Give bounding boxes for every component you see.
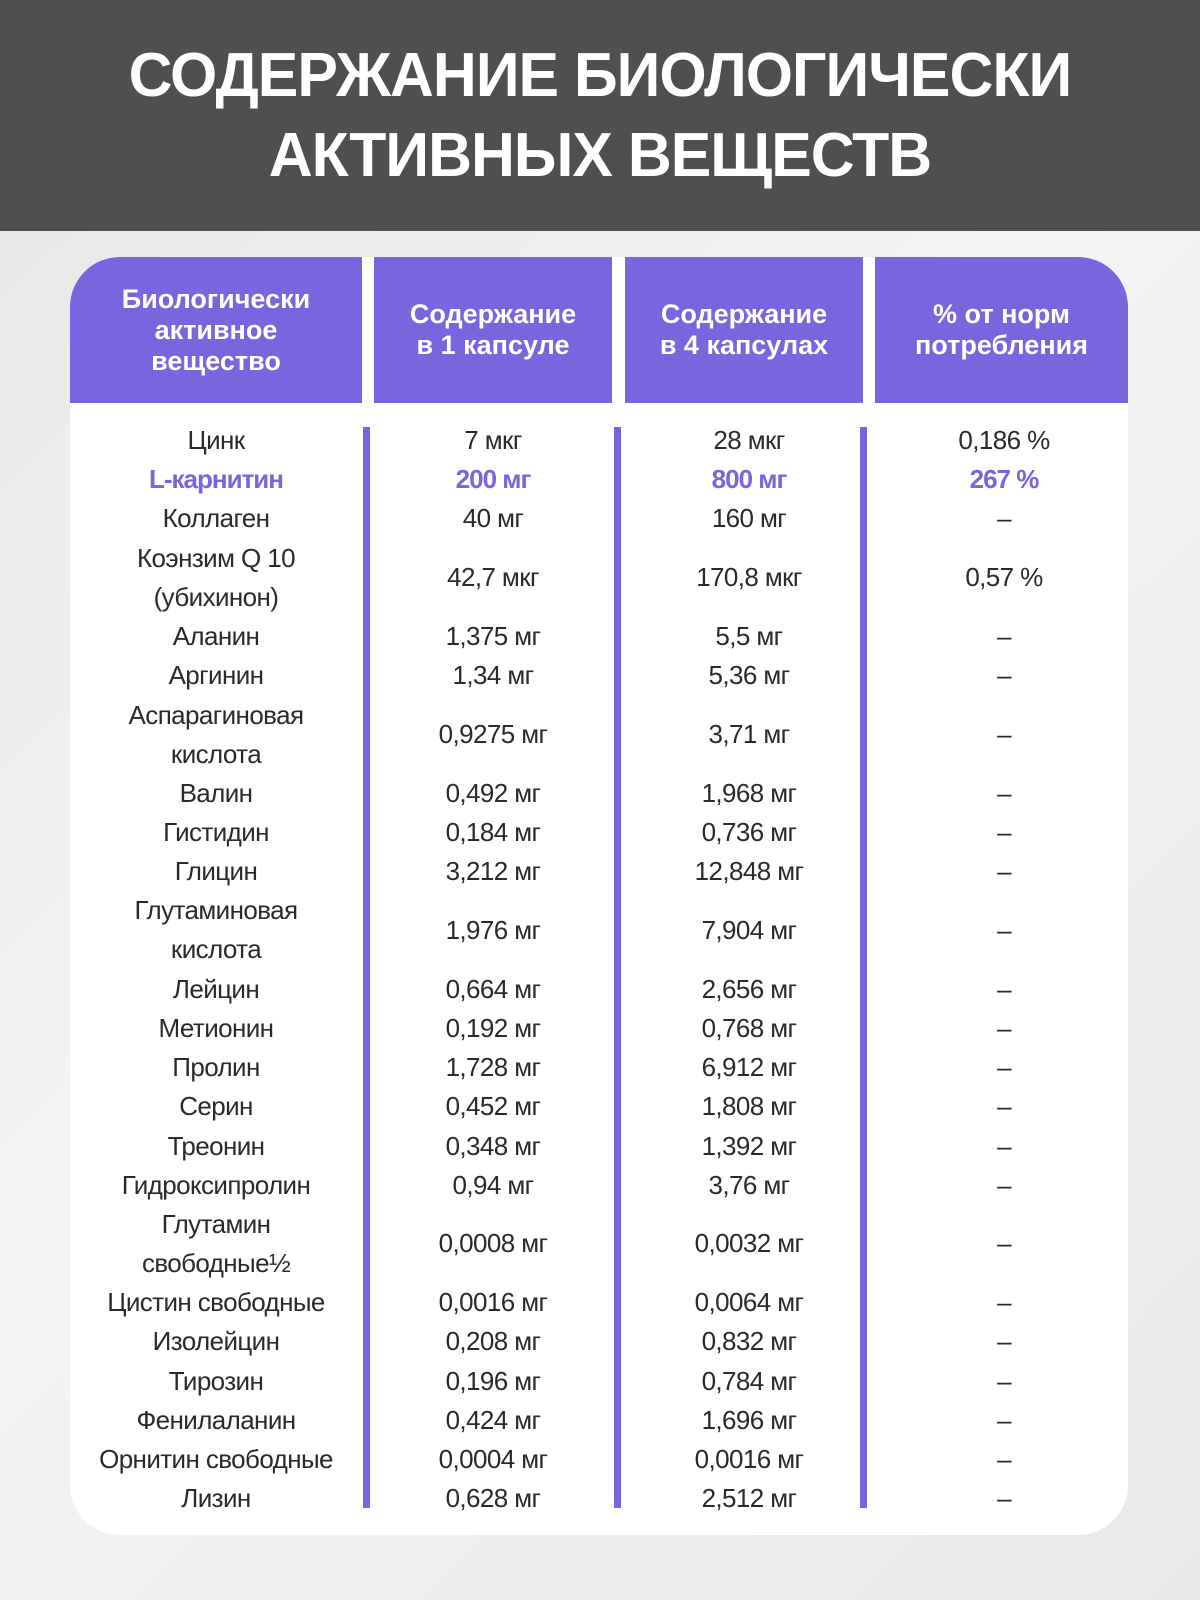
header-substance-line: активное (154, 314, 278, 345)
table-row (70, 970, 1128, 1009)
amount-per-4-capsules: 0,784 мг (701, 1365, 797, 1396)
header-per-1-line: Содержание (409, 299, 577, 329)
substance-name-line: Валин (179, 777, 253, 808)
substance-name (70, 813, 362, 852)
substance-name (70, 696, 362, 774)
header-substance-line: Биологически (121, 283, 311, 314)
substance-name-line: Пролин (172, 1052, 260, 1083)
table-row (70, 1087, 1128, 1126)
table-row (70, 1126, 1128, 1165)
amount-per-1-capsule: 0,424 мг (445, 1404, 541, 1435)
substance-name-line: Лейцин (172, 973, 260, 1004)
percent-of-norm: – (997, 1228, 1011, 1259)
header-per-4-line: в 4 капсулах (659, 330, 829, 360)
percent-of-norm: – (997, 719, 1011, 750)
table-row (70, 1048, 1128, 1087)
substance-name-line: Изолейцин (152, 1326, 280, 1357)
percent-of-norm: – (997, 1287, 1011, 1318)
table-row (70, 460, 1128, 499)
title-band (0, 0, 1200, 231)
amount-per-4-capsules: 1,696 мг (701, 1404, 797, 1435)
substance-name-line: Треонин (167, 1130, 265, 1161)
substance-name-line: Цинк (187, 425, 245, 456)
table-row (70, 539, 1128, 617)
amount-per-4-capsules: 2,512 мг (701, 1483, 797, 1514)
amount-per-4-capsules: 5,36 мг (708, 660, 790, 691)
percent-of-norm: – (997, 1130, 1011, 1161)
substance-name (70, 1087, 362, 1126)
substance-name-line: Цистин свободные (107, 1287, 325, 1318)
amount-per-1-capsule: 0,0008 мг (438, 1228, 548, 1259)
table-row (70, 813, 1128, 852)
percent-of-norm: – (997, 777, 1011, 808)
amount-per-1-capsule: 1,34 мг (452, 660, 534, 691)
substance-name-line: Гистидин (163, 817, 269, 847)
table-row (70, 1166, 1128, 1205)
percent-of-norm: – (997, 1404, 1011, 1435)
percent-of-norm: – (997, 1052, 1011, 1083)
header-per-1-line: в 1 капсуле (416, 330, 570, 360)
substance-name (70, 460, 362, 499)
percent-of-norm: – (997, 1365, 1011, 1396)
percent-of-norm: – (997, 1326, 1011, 1357)
substance-name (70, 617, 362, 656)
percent-of-norm: – (997, 817, 1011, 847)
substance-name-line: Фенилаланин (136, 1404, 296, 1435)
table-row (70, 1322, 1128, 1361)
substance-name (70, 774, 362, 813)
amount-per-1-capsule: 0,492 мг (445, 777, 541, 808)
table-row (70, 421, 1128, 460)
amount-per-4-capsules: 0,0016 мг (694, 1444, 804, 1475)
percent-of-norm: – (997, 1091, 1011, 1122)
substance-name-line: Орнитин свободные (99, 1444, 333, 1475)
amount-per-4-capsules: 1,392 мг (701, 1130, 797, 1161)
amount-per-4-capsules: 12,848 мг (694, 856, 804, 887)
percent-of-norm: – (997, 660, 1011, 691)
substance-name-line: Глицин (174, 856, 258, 887)
amount-per-4-capsules: 1,968 мг (701, 777, 797, 808)
table-row (70, 499, 1128, 538)
substance-name (70, 852, 362, 891)
amount-per-4-capsules: 6,912 мг (701, 1052, 797, 1083)
substance-name-line: Серин (179, 1091, 253, 1122)
substance-name-line: Гидроксипролин (121, 1169, 311, 1200)
amount-per-1-capsule: 0,628 мг (445, 1483, 541, 1514)
amount-per-4-capsules: 0,736 мг (701, 817, 797, 847)
amount-per-4-capsules: 7,904 мг (701, 914, 797, 945)
table-row (70, 1362, 1128, 1401)
header-per-1-capsule (374, 257, 612, 403)
amount-per-4-capsules: 170,8 мкг (696, 562, 802, 593)
substance-name-line: Коэнзим Q 10 (137, 542, 295, 573)
amount-per-4-capsules: 5,5 мг (715, 621, 783, 652)
amount-per-1-capsule: 0,192 мг (445, 1012, 541, 1043)
substance-name (70, 1283, 362, 1322)
substance-name (70, 1401, 362, 1440)
substance-name-line: свободные½ (141, 1247, 291, 1278)
substance-name-line: Аспарагиновая (128, 699, 304, 730)
percent-of-norm: 267 % (969, 464, 1039, 495)
page-title-line-2: АКТИВНЫХ ВЕЩЕСТВ (268, 120, 932, 190)
header-percent-line: % от норм (933, 299, 1070, 329)
substance-name (70, 1166, 362, 1205)
table-row (70, 1009, 1128, 1048)
header-per-4-capsules (625, 257, 863, 403)
percent-of-norm: – (997, 1169, 1011, 1200)
table-row (70, 656, 1128, 695)
amount-per-1-capsule: 1,375 мг (445, 621, 541, 652)
percent-of-norm: – (997, 621, 1011, 652)
amount-per-4-capsules: 1,808 мг (701, 1091, 797, 1122)
header-substance-line: вещество (151, 345, 281, 376)
substance-name-line: Аргинин (168, 660, 264, 691)
amount-per-1-capsule: 1,976 мг (445, 914, 541, 945)
header-per-4-line: Содержание (660, 299, 828, 329)
percent-of-norm: – (997, 973, 1011, 1004)
percent-of-norm: – (997, 503, 1011, 534)
header-percent-norm (875, 257, 1128, 403)
substance-name-line: Тирозин (168, 1365, 264, 1396)
table-row (70, 1283, 1128, 1322)
substance-name (70, 421, 362, 460)
substance-name-line: Коллаген (162, 503, 270, 534)
substance-name-line: Глутамин (161, 1208, 271, 1239)
substance-name (70, 499, 362, 538)
amount-per-4-capsules: 0,832 мг (701, 1326, 797, 1357)
substance-name-line: L-карнитин (148, 464, 283, 495)
percent-of-norm: – (997, 914, 1011, 945)
page-title-line-1: СОДЕРЖАНИЕ БИОЛОГИЧЕСКИ (128, 40, 1072, 110)
amount-per-1-capsule: 0,184 мг (445, 817, 541, 847)
table-row (70, 891, 1128, 969)
table-row (70, 617, 1128, 656)
table-body (70, 421, 1128, 1518)
amount-per-4-capsules: 0,0032 мг (694, 1228, 804, 1259)
amount-per-1-capsule: 0,348 мг (445, 1130, 541, 1161)
amount-per-1-capsule: 3,212 мг (445, 856, 541, 887)
substance-name (70, 1440, 362, 1479)
amount-per-4-capsules: 160 мг (711, 503, 787, 534)
amount-per-1-capsule: 0,0004 мг (438, 1444, 548, 1475)
substance-name (70, 1048, 362, 1087)
amount-per-4-capsules: 3,71 мг (708, 719, 790, 750)
amount-per-4-capsules: 0,768 мг (701, 1012, 797, 1043)
percent-of-norm: – (997, 856, 1011, 887)
percent-of-norm: 0,57 % (965, 562, 1043, 593)
percent-of-norm: – (997, 1483, 1011, 1514)
percent-of-norm: – (997, 1012, 1011, 1043)
table-row (70, 1205, 1128, 1283)
amount-per-1-capsule: 0,208 мг (445, 1326, 541, 1357)
amount-per-1-capsule: 0,664 мг (445, 973, 541, 1004)
substance-name-line: (убихинон) (153, 581, 279, 612)
substance-name-line: Метионин (158, 1012, 274, 1043)
header-substance (70, 257, 362, 403)
substance-name-line: кислота (170, 934, 262, 965)
substance-name (70, 891, 362, 969)
amount-per-1-capsule: 40 мг (462, 503, 524, 534)
substance-name (70, 1362, 362, 1401)
header-percent-line: потребления (915, 330, 1088, 360)
table-row (70, 1440, 1128, 1479)
substance-name (70, 1127, 362, 1166)
nutrient-table-card (70, 257, 1128, 1535)
substance-name (70, 539, 362, 617)
table-row (70, 695, 1128, 773)
substance-name (70, 970, 362, 1009)
amount-per-4-capsules: 0,0064 мг (694, 1287, 804, 1318)
substance-name (70, 1322, 362, 1361)
amount-per-1-capsule: 0,0016 мг (438, 1287, 548, 1318)
substance-name (70, 656, 362, 695)
table-header (70, 257, 1128, 403)
substance-name-line: кислота (170, 738, 262, 769)
table-row (70, 1479, 1128, 1518)
table-row (70, 852, 1128, 891)
substance-name (70, 1479, 362, 1518)
amount-per-1-capsule: 0,94 мг (452, 1169, 534, 1200)
amount-per-1-capsule: 7 мкг (464, 425, 522, 456)
amount-per-1-capsule: 200 мг (455, 464, 531, 495)
table-row (70, 774, 1128, 813)
amount-per-4-capsules: 2,656 мг (701, 973, 797, 1004)
amount-per-1-capsule: 0,196 мг (445, 1365, 541, 1396)
percent-of-norm: 0,186 % (958, 425, 1050, 456)
substance-name-line: Аланин (172, 621, 260, 652)
substance-name-line: Лизин (181, 1483, 251, 1514)
percent-of-norm: – (997, 1444, 1011, 1475)
amount-per-1-capsule: 1,728 мг (445, 1052, 541, 1083)
amount-per-4-capsules: 3,76 мг (708, 1169, 790, 1200)
substance-name (70, 1205, 362, 1283)
amount-per-1-capsule: 0,452 мг (445, 1091, 541, 1122)
substance-name (70, 1009, 362, 1048)
substance-name-line: Глутаминовая (134, 895, 298, 926)
amount-per-1-capsule: 0,9275 мг (438, 719, 548, 750)
amount-per-4-capsules: 800 мг (711, 464, 787, 495)
amount-per-4-capsules: 28 мкг (713, 425, 785, 456)
table-row (70, 1401, 1128, 1440)
amount-per-1-capsule: 42,7 мкг (447, 562, 539, 593)
